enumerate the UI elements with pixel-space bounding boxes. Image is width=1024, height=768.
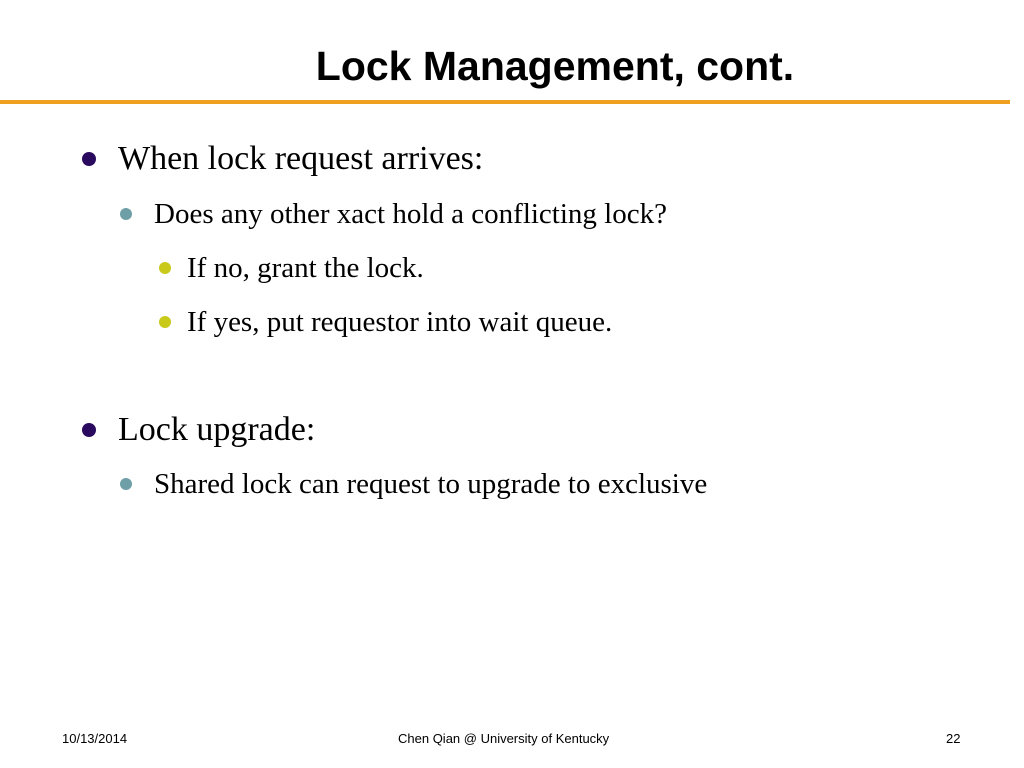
bullet-dot-icon [82,152,96,166]
bullet-level3 [159,302,612,342]
bullet-dot-icon [120,478,132,490]
bullet-text: Shared lock can request to upgrade to exclusive [154,467,708,500]
footer-author: Chen Qian @ University of Kentucky [398,731,610,746]
bullet-dot-icon [82,423,96,437]
bullet-level2 [120,194,667,234]
bullet-text: Does any other xact hold a conflicting lock? [154,197,667,230]
bullet-text: If no, grant the lock. [187,251,424,284]
bullet-text: If yes, put requestor into wait queue. [187,305,613,338]
bullet-level1 [82,137,483,181]
bullet-level2 [120,464,707,504]
bullet-text: When lock request arrives: [118,140,484,177]
title-divider [0,100,1010,104]
slide-title: Lock Management, cont. [315,43,795,89]
bullet-dot-icon [120,208,132,220]
footer-page-number: 22 [946,731,961,746]
footer-date: 10/13/2014 [62,731,128,746]
bullet-level3 [159,248,424,288]
bullet-text: Lock upgrade: [118,411,316,448]
bullet-dot-icon [159,262,171,274]
bullet-level1 [82,408,315,452]
bullet-dot-icon [159,316,171,328]
